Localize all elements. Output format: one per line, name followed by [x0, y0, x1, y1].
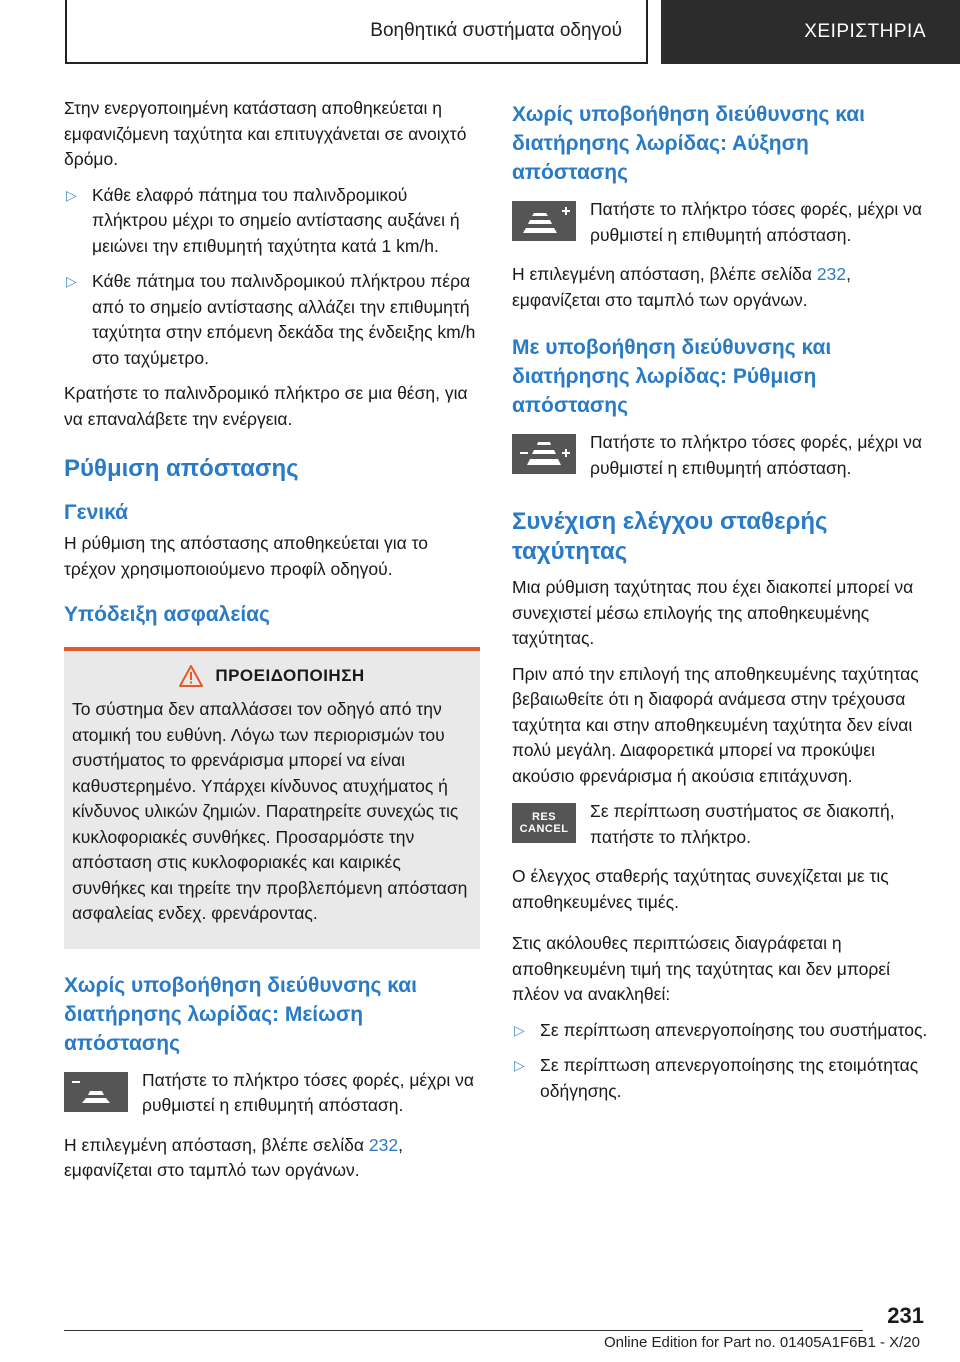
- resume-paragraph-1: Μια ρύθμιση ταχύτητας που έχει διακοπεί μπορεί να συνεχιστεί μέσω επιλογής της αποθηκευμένης ταχύτητας.: [512, 577, 914, 648]
- triangle-bullet-icon: ▷: [66, 273, 77, 289]
- header-chapter-tab: [661, 0, 960, 64]
- triangle-bullet-icon: ▷: [514, 1057, 525, 1073]
- edition-text: Online Edition for Part no. 01405A1F6B1 - X/20: [603, 1334, 920, 1351]
- heading-distance-setting: Ρύθμιση απόστασης: [64, 455, 299, 482]
- header-chapter-title: ΧΕΙΡΙΣΤΗΡΙΑ: [804, 21, 926, 42]
- res-key-row: [512, 799, 928, 850]
- heading-resume-cruise: Συνέχιση ελέγχου σταθερής ταχύτητας: [512, 508, 828, 565]
- header-section-title: Βοηθητικά συστήματα οδηγού: [370, 20, 622, 41]
- warning-text: Το σύστημα δεν απαλλάσσει τον οδηγό από την ατομική του ευθύνη. Λόγω των περιορισμών του συστήματος το φρενάρισμα μπορεί να είναι καθυστερημένο. Υπάρχει κίνδυνος ατυχήματος ή κίνδυνος υλικών ζημιών. Παρατηρείτε συνεχώς τις κυκλοφοριακές συνθήκες. Προσαρμόστε την απόσταση στις κυκλοφοριακές και καιρικές συνθήκες και τηρείτε την προβλεπόμενη απόσταση ασφαλείας ενδεχ. φρενάροντας.: [72, 699, 468, 923]
- res-text: Σε περίπτωση συστήματος σε διακοπή, πατήστε το πλήκτρο.: [590, 801, 895, 847]
- resume-paragraph-3: Ο έλεγχος σταθερής ταχύτητας συνεχίζεται με τις αποθηκευμένες τιμές.: [512, 866, 889, 912]
- list-item: ▷ Κάθε πάτημα του παλινδρομικού πλήκτρου πέρα από το σημείο αντίστασης αλλάζει την επιθυμητή ταχύτητα στην επόμενη δεκάδα της ένδειξης km/h στο ταχύμετρο.: [64, 269, 480, 371]
- warning-title: ΠΡΟΕΙΔΟΠΟΙΗΣΗ: [215, 666, 365, 685]
- increase-reference: Η επιλεγμένη απόσταση, βλέπε σελίδα 232, εμφανίζεται στο ταμπλό των οργάνων.: [512, 264, 851, 310]
- header-section-tab: [65, 0, 648, 64]
- increase-key-row: [512, 197, 928, 248]
- triangle-bullet-icon: ▷: [514, 1021, 525, 1038]
- heading-decrease-distance: Χωρίς υποβοήθηση διεύθυνσης και διατήρησης λωρίδας: Μείωση απόστασης: [64, 973, 417, 1055]
- warning-triangle-icon: [179, 665, 203, 687]
- list-item: ▷ Σε περίπτωση απενεργοποίησης του συστήματος.: [512, 1018, 928, 1044]
- page-link[interactable]: 232: [816, 264, 847, 284]
- hold-paragraph: Κρατήστε το παλινδρομικό πλήκτρο σε μια θέση, για να επαναλάβετε την ενέργεια.: [64, 383, 468, 429]
- decrease-key-row: [64, 1068, 480, 1119]
- heading-safety-note: Υπόδειξη ασφαλείας: [64, 603, 270, 626]
- heading-increase-distance: Χωρίς υποβοήθηση διεύθυνσης και διατήρησης λωρίδας: Αύξηση απόστασης: [512, 103, 865, 184]
- increase-text: Πατήστε το πλήκτρο τόσες φορές, μέχρι να ρυθμιστεί η επιθυμητή απόσταση.: [590, 199, 922, 245]
- adjust-key-row: [512, 430, 928, 481]
- decrease-text: Πατήστε το πλήκτρο τόσες φορές, μέχρι να ρυθμιστεί η επιθυμητή απόσταση.: [142, 1069, 474, 1115]
- distance-decrease-key-icon: [64, 1072, 128, 1112]
- res-cancel-key-icon: RES CANCEL: [512, 803, 576, 843]
- intro-paragraph: Στην ενεργοποιημένη κατάσταση αποθηκεύεται η εμφανιζόμενη ταχύτητα και επιτυγχάνεται σε ανοιχτό δρόμο.: [64, 98, 467, 169]
- page-link[interactable]: 232: [368, 1134, 399, 1155]
- list-item: ▷ Σε περίπτωση απενεργοποίησης της ετοιμότητας οδήγησης.: [512, 1053, 928, 1104]
- distance-adjust-key-icon: [512, 434, 576, 474]
- resume-paragraph-4: Στις ακόλουθες περιπτώσεις διαγράφεται η αποθηκευμένη τιμή της ταχύτητας και δεν μπορεί πλέον να ανακληθεί:: [512, 933, 891, 1004]
- resume-paragraph-2: Πριν από την επιλογή της αποθηκευμένης ταχύτητας βεβαιωθείτε ότι η διαφορά ανάμεσα στην τρέχουσα ταχύτητα και στην αποθηκευμένη ταχύτητα δεν είναι πολύ μεγάλη. Διαφορετικά μπορεί να προκύψει ακούσιο φρενάρισμα ή ακούσια επιτάχυνση.: [512, 663, 919, 786]
- footer-divider: [64, 1330, 863, 1331]
- general-paragraph: Η ρύθμιση της απόστασης αποθηκεύεται για το τρέχον χρησιμοποιούμενο προφίλ οδηγού.: [64, 533, 429, 579]
- page-number: 231: [887, 1303, 924, 1328]
- right-column: [512, 100, 928, 1114]
- triangle-bullet-icon: ▷: [66, 186, 77, 203]
- warning-header: [72, 665, 472, 687]
- heading-adjust-distance: Με υποβοήθηση διεύθυνσης και διατήρησης λωρίδας: Ρύθμιση απόστασης: [512, 336, 832, 417]
- distance-increase-key-icon: [512, 201, 576, 241]
- heading-general: Γενικά: [64, 501, 129, 524]
- left-column: [64, 96, 480, 1194]
- warning-box: [64, 647, 480, 949]
- adjust-text: Πατήστε το πλήκτρο τόσες φορές, μέχρι να ρυθμιστεί η επιθυμητή απόσταση.: [590, 432, 922, 478]
- list-item: ▷ Κάθε ελαφρό πάτημα του παλινδρομικού πλήκτρου μέχρι το σημείο αντίστασης αυξάνει ή μειώνει την επιθυμητή ταχύτητα κατά 1 km/h.: [64, 183, 480, 260]
- decrease-reference: Η επιλεγμένη απόσταση, βλέπε σελίδα 232, εμφανίζεται στο ταμπλό των οργάνων.: [64, 1134, 403, 1180]
